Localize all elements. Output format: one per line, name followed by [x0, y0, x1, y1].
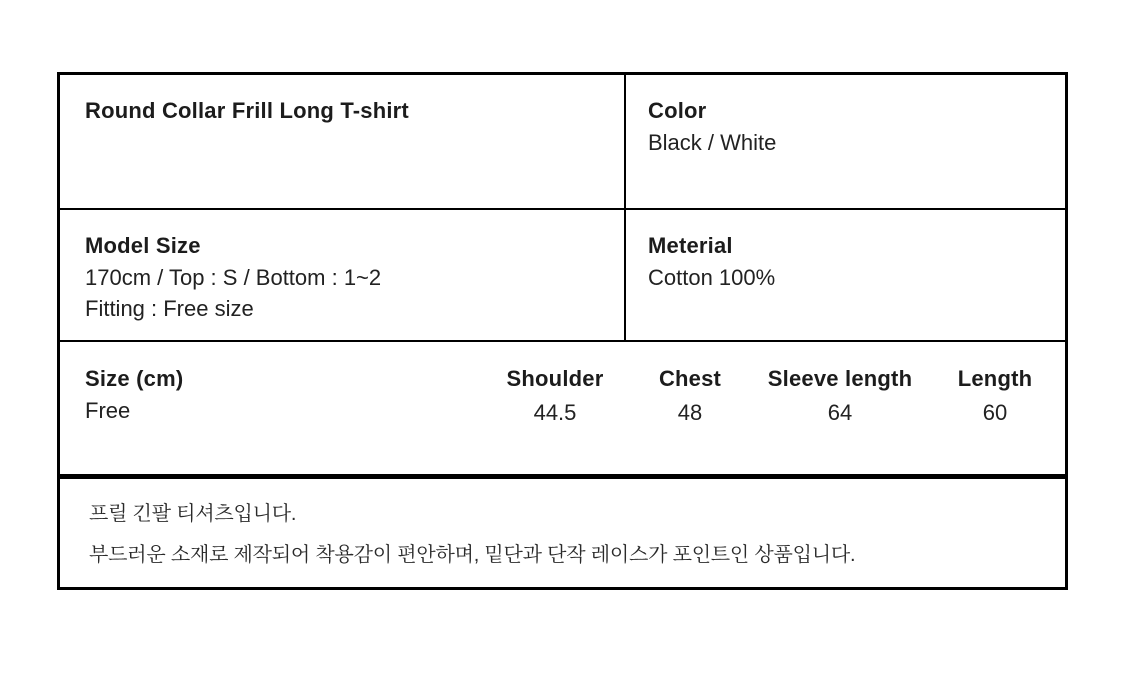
- color-label: Color: [648, 98, 707, 123]
- row-modelsize-material: [60, 208, 1065, 340]
- size-chart-label: Size (cm): [85, 366, 184, 391]
- size-col-shoulder: [480, 362, 630, 458]
- sleeve-length-header: Sleeve length: [767, 366, 913, 391]
- size-chart-size-name: Free: [85, 398, 131, 423]
- description-line2: 부드러운 소재로 제작되어 착용감이 편안하며, 밑단과 단작 레이스가 포인트인 상품입니다.: [89, 544, 856, 566]
- length-header: Length: [957, 366, 1033, 391]
- length-value: 60: [982, 400, 1008, 425]
- row-title-color: [60, 75, 1065, 208]
- material-cell: [624, 210, 1065, 340]
- material-label: Meterial: [648, 233, 733, 258]
- sleeve-length-value: 64: [827, 400, 853, 425]
- size-col-length: [930, 362, 1060, 458]
- shoulder-header: Shoulder: [506, 366, 604, 391]
- model-size-line2: Fitting : Free size: [85, 296, 254, 321]
- color-value: Black / White: [648, 130, 777, 155]
- row-description: [60, 474, 1065, 587]
- size-chart-label-cell: [60, 362, 480, 458]
- product-spec-table: [57, 72, 1068, 590]
- row-size-chart: [60, 340, 1065, 474]
- model-size-cell: [60, 210, 624, 340]
- shoulder-value: 44.5: [533, 400, 577, 425]
- chest-header: Chest: [658, 366, 722, 391]
- chest-value: 48: [677, 400, 703, 425]
- size-col-chest: [630, 362, 750, 458]
- color-cell: [624, 75, 1065, 208]
- description-line1: 프릴 긴팔 티셔츠입니다.: [89, 503, 297, 525]
- product-name-cell: [60, 75, 624, 208]
- product-name: Round Collar Frill Long T-shirt: [85, 98, 409, 123]
- material-value: Cotton 100%: [648, 265, 776, 290]
- model-size-line1: 170cm / Top : S / Bottom : 1~2: [85, 265, 382, 290]
- model-size-label: Model Size: [85, 233, 201, 258]
- size-col-sleeve-length: [750, 362, 930, 458]
